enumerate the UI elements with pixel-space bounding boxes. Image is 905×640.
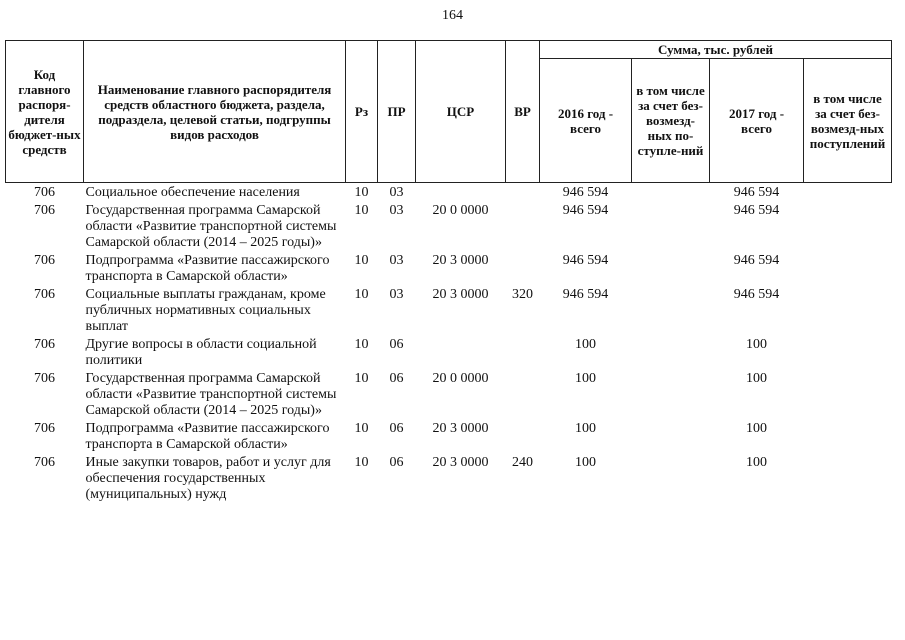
cell-2016-free <box>632 455 710 505</box>
budget-table <box>5 40 892 505</box>
cell-2017-free <box>804 337 892 371</box>
cell-csr: 20 0 0000 <box>432 203 489 218</box>
cell-2017-total: 946 594 <box>733 185 780 200</box>
cell-2017-free <box>804 287 892 337</box>
table-row <box>6 421 892 455</box>
cell-csr: 20 3 0000 <box>432 455 489 470</box>
cell-2017-total: 946 594 <box>733 287 780 302</box>
table-row <box>6 183 892 204</box>
cell-2016-free <box>632 421 710 455</box>
cell-pr: 03 <box>389 185 404 200</box>
cell-vr: 240 <box>512 455 533 470</box>
cell-pr: 03 <box>389 253 404 268</box>
cell-rz: 10 <box>354 371 369 386</box>
cell-code: 706 <box>34 371 55 386</box>
table-row <box>6 203 892 253</box>
cell-rz: 10 <box>354 287 369 302</box>
table-header <box>6 41 892 183</box>
cell-2017-total: 100 <box>746 371 767 386</box>
cell-code: 706 <box>34 287 55 302</box>
cell-2016-total: 100 <box>575 421 596 436</box>
cell-code: 706 <box>34 421 55 436</box>
cell-2016-free <box>632 203 710 253</box>
cell-pr: 03 <box>389 203 404 218</box>
cell-2017-free <box>804 203 892 253</box>
cell-pr: 06 <box>389 337 404 352</box>
cell-2016-total: 100 <box>575 455 596 470</box>
cell-pr: 06 <box>389 455 404 470</box>
cell-2017-total: 946 594 <box>733 203 780 218</box>
cell-pr: 06 <box>389 371 404 386</box>
header-2017-free: в том числе за счет без-возмезд-ных поступлений <box>804 59 892 183</box>
cell-vr <box>506 337 540 371</box>
cell-vr: 320 <box>512 287 533 302</box>
table-body <box>6 183 892 506</box>
cell-rz: 10 <box>354 253 369 268</box>
header-code: Код главного распоря-дителя бюджет-ных средств <box>6 41 84 183</box>
header-2017-total: 2017 год - всего <box>710 59 804 183</box>
cell-csr <box>416 183 506 204</box>
cell-rz: 10 <box>354 337 369 352</box>
cell-2016-total: 946 594 <box>562 185 609 200</box>
header-sum-group: Сумма, тыс. рублей <box>540 41 892 59</box>
cell-2017-free <box>804 371 892 421</box>
cell-csr <box>416 337 506 371</box>
table-row <box>6 337 892 371</box>
cell-csr: 20 3 0000 <box>432 421 489 436</box>
cell-code: 706 <box>34 253 55 268</box>
cell-2016-free <box>632 253 710 287</box>
cell-2016-total: 100 <box>575 371 596 386</box>
cell-2017-total: 946 594 <box>733 253 780 268</box>
cell-code: 706 <box>34 185 55 200</box>
table-row <box>6 253 892 287</box>
cell-2016-total: 946 594 <box>562 203 609 218</box>
cell-vr <box>506 203 540 253</box>
cell-name: Государственная программа Самарской области «Развитие транспортной системы Самарской области (2014 – 2025 годы)» <box>85 203 337 250</box>
cell-pr: 03 <box>389 287 404 302</box>
cell-rz: 10 <box>354 421 369 436</box>
header-pr: ПР <box>378 41 416 183</box>
cell-name: Социальное обеспечение населения <box>85 185 300 200</box>
cell-pr: 06 <box>389 421 404 436</box>
cell-csr: 20 3 0000 <box>432 253 489 268</box>
page-number: 164 <box>442 8 463 23</box>
cell-name: Другие вопросы в области социальной политики <box>85 337 317 368</box>
cell-vr <box>506 421 540 455</box>
cell-rz: 10 <box>354 203 369 218</box>
cell-2016-total: 100 <box>575 337 596 352</box>
cell-vr <box>506 183 540 204</box>
cell-vr <box>506 253 540 287</box>
cell-2016-total: 946 594 <box>562 253 609 268</box>
cell-2017-total: 100 <box>746 337 767 352</box>
cell-name: Иные закупки товаров, работ и услуг для обеспечения государственных (муниципальных) нужд <box>85 455 331 502</box>
cell-2016-free <box>632 337 710 371</box>
header-rz: Рз <box>346 41 378 183</box>
cell-2016-free <box>632 287 710 337</box>
cell-2017-total: 100 <box>746 455 767 470</box>
cell-2016-free <box>632 371 710 421</box>
cell-csr: 20 0 0000 <box>432 371 489 386</box>
cell-2017-free <box>804 183 892 204</box>
header-2016-total: 2016 год - всего <box>540 59 632 183</box>
cell-2016-total: 946 594 <box>562 287 609 302</box>
cell-csr: 20 3 0000 <box>432 287 489 302</box>
header-csr: ЦСР <box>416 41 506 183</box>
cell-rz: 10 <box>354 455 369 470</box>
cell-code: 706 <box>34 337 55 352</box>
cell-name: Государственная программа Самарской области «Развитие транспортной системы Самарской области (2014 – 2025 годы)» <box>85 371 337 418</box>
cell-2017-free <box>804 455 892 505</box>
table-row <box>6 371 892 421</box>
header-vr: ВР <box>506 41 540 183</box>
cell-code: 706 <box>34 455 55 470</box>
cell-2017-free <box>804 253 892 287</box>
cell-2016-free <box>632 183 710 204</box>
cell-rz: 10 <box>354 185 369 200</box>
cell-2017-free <box>804 421 892 455</box>
cell-vr <box>506 371 540 421</box>
cell-name: Подпрограмма «Развитие пассажирского транспорта в Самарской области» <box>85 253 330 284</box>
cell-code: 706 <box>34 203 55 218</box>
header-2016-free: в том числе за счет без-возмезд-ных по-ступле-ний <box>632 59 710 183</box>
header-name: Наименование главного распорядителя средств областного бюджета, раздела, подраздела, целевой статьи, подгруппы видов расходов <box>84 41 346 183</box>
table-row <box>6 455 892 505</box>
cell-name: Социальные выплаты гражданам, кроме публичных нормативных социальных выплат <box>85 287 326 334</box>
cell-2017-total: 100 <box>746 421 767 436</box>
table-row <box>6 287 892 337</box>
cell-name: Подпрограмма «Развитие пассажирского транспорта в Самарской области» <box>85 421 330 452</box>
